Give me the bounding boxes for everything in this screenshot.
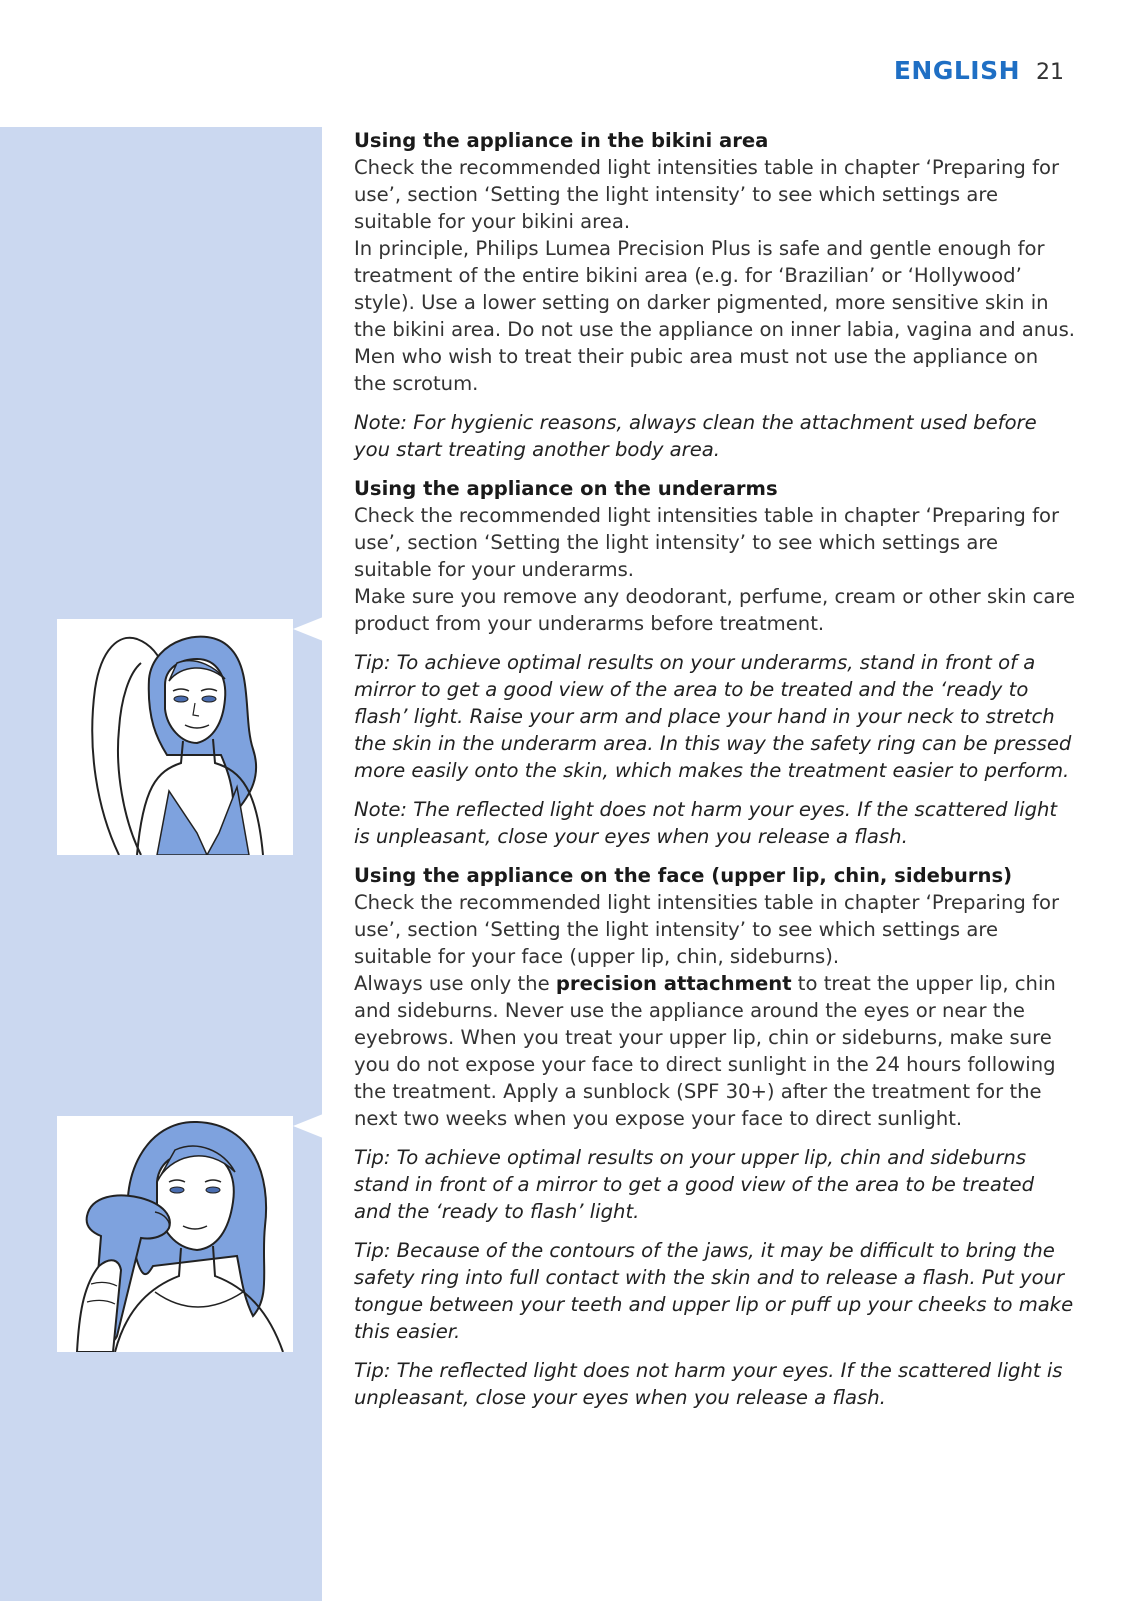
face-illustration xyxy=(57,1116,293,1352)
page-header xyxy=(894,56,1064,85)
underarm-illustration xyxy=(57,619,293,855)
face-paragraph-2-start: Always use only the xyxy=(354,972,556,995)
woman-underarm-drawing xyxy=(57,619,293,855)
callout-pointer xyxy=(293,617,323,641)
face-tip-2: Tip: Because of the contours of the jaws, it may be difficult to bring the safety ring into full contact with the skin and to release a flash. Put your tongue between your teeth and upper lip or puff up your cheeks to make this easier. xyxy=(354,1239,1074,1343)
section-heading-underarms: Using the appliance on the underarms xyxy=(354,477,778,500)
face-paragraph-2-end: to treat the upper lip, chin and sideburns. Never use the appliance around the eyes or near the eyebrows. When you treat your upper lip, chin or sideburns, make sure you do not expose your face to direct sunlight in the 24 hours following the treatment. Apply a sunblock (SPF 30+) after the treatment for the next two weeks when you expose your face to direct sunlight. xyxy=(354,972,1056,1130)
section-heading-face: Using the appliance on the face (upper lip, chin, sideburns) xyxy=(354,864,1013,887)
underarms-tip: Tip: To achieve optimal results on your underarms, stand in front of a mirror to get a good view of the area to be treated and the ‘ready to flash’ light. Raise your arm and place your hand in your neck to stretch the skin in the underarm area. In this way the safety ring can be pressed more easily onto the skin, which makes the treatment easier to perform. xyxy=(354,651,1072,782)
face-tip-1: Tip: To achieve optimal results on your upper lip, chin and sideburns stand in front of a mirror to get a good view of the area to be treated and the ‘ready to flash’ light. xyxy=(354,1146,1035,1223)
bikini-note: Note: For hygienic reasons, always clean the attachment used before you start treating another body area. xyxy=(354,411,1037,461)
bikini-paragraph-2: In principle, Philips Lumea Precision Plus is safe and gentle enough for treatment of the entire bikini area (e.g. for ‘Brazilian’ or ‘Hollywood’ style). Use a lower setting on darker pigmented, more sensitive skin in the bikini area. Do not use the appliance on inner labia, vagina and anus. Men who wish to treat their pubic area must not use the appliance on the scrotum. xyxy=(354,237,1076,395)
underarms-note: Note: The reflected light does not harm your eyes. If the scattered light is unpleasant, close your eyes when you release a flash. xyxy=(354,798,1058,848)
page-number: 21 xyxy=(1036,60,1064,85)
callout-pointer xyxy=(293,1114,323,1138)
precision-attachment-term: precision attachment xyxy=(555,972,792,995)
left-margin-panel xyxy=(0,127,322,1601)
language-label: ENGLISH xyxy=(893,56,1020,85)
underarms-paragraph-1: Check the recommended light intensities table in chapter ‘Preparing for use’, section ‘Setting the light intensity’ to see which settings are suitable for your underarms. xyxy=(354,504,1060,581)
bikini-paragraph-1: Check the recommended light intensities table in chapter ‘Preparing for use’, section ‘Setting the light intensity’ to see which settings are suitable for your bikini area. xyxy=(354,156,1060,233)
main-content xyxy=(354,127,1076,1411)
face-paragraph-2 xyxy=(354,970,1076,1132)
face-paragraph-1: Check the recommended light intensities table in chapter ‘Preparing for use’, section ‘Setting the light intensity’ to see which settings are suitable for your face (upper lip, chin, sideburns). xyxy=(354,891,1060,968)
woman-face-drawing xyxy=(57,1116,293,1352)
underarms-paragraph-2: Make sure you remove any deodorant, perfume, cream or other skin care product from your underarms before treatment. xyxy=(354,585,1076,635)
face-tip-3: Tip: The reflected light does not harm your eyes. If the scattered light is unpleasant, close your eyes when you release a flash. xyxy=(354,1359,1063,1409)
section-heading-bikini: Using the appliance in the bikini area xyxy=(354,129,769,152)
